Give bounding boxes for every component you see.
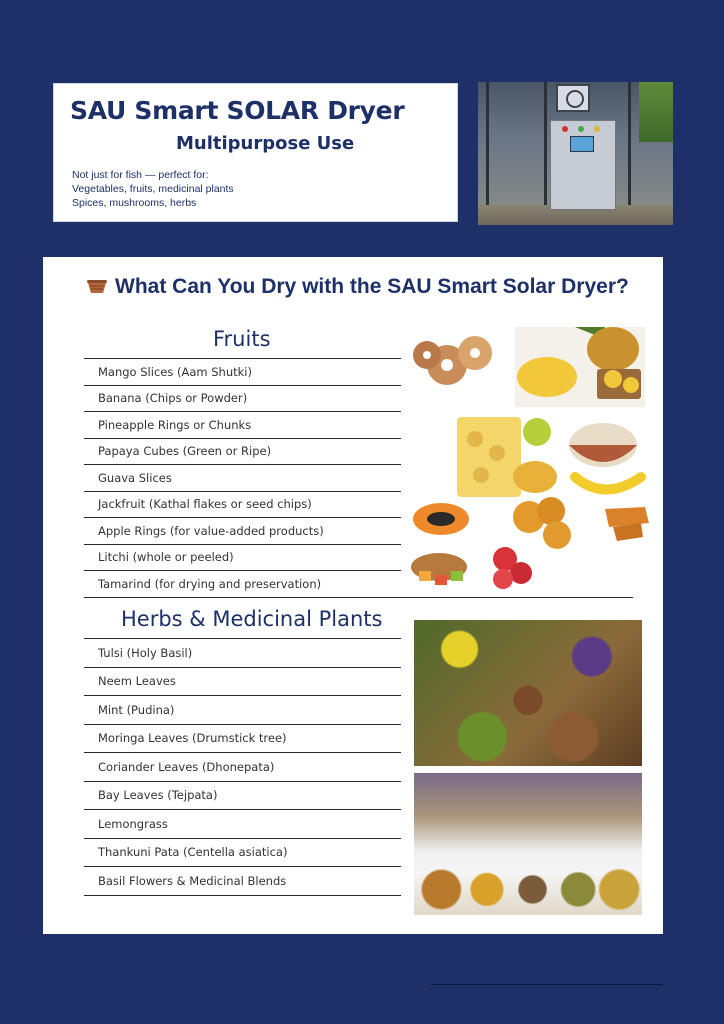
list-item: Mango Slices (Aam Shutki)	[84, 359, 401, 386]
exhaust-fan-icon	[556, 84, 590, 112]
medicinal-herbs-image	[414, 620, 642, 766]
list-item: Pineapple Rings or Chunks	[84, 412, 401, 439]
green-indicator-light	[578, 126, 584, 132]
trees	[639, 82, 673, 142]
yellow-indicator-light	[594, 126, 600, 132]
list-item: Tamarind (for drying and preservation)	[84, 571, 401, 598]
list-item: Guava Slices	[84, 465, 401, 492]
list-item: Neem Leaves	[84, 668, 401, 697]
list-item: Lemongrass	[84, 810, 401, 839]
red-indicator-light	[562, 126, 568, 132]
list-item: Bay Leaves (Tejpata)	[84, 782, 401, 811]
list-item: Litchi (whole or peeled)	[84, 545, 401, 572]
list-item: Apple Rings (for value-added products)	[84, 518, 401, 545]
list-item: Moringa Leaves (Drumstick tree)	[84, 725, 401, 754]
main-card	[43, 257, 663, 934]
list-item: Tulsi (Holy Basil)	[84, 639, 401, 668]
dryer-frame	[628, 82, 631, 225]
herbs-title: Herbs & Medicinal Plants	[121, 607, 383, 631]
page-title: SAU Smart SOLAR Dryer	[70, 96, 405, 125]
section-heading-text: What Can You Dry with the SAU Smart Solar Dryer?	[115, 275, 629, 298]
list-item: Basil Flowers & Medicinal Blends	[84, 867, 401, 896]
dried-fruits-images	[405, 327, 663, 597]
control-panel	[550, 120, 616, 210]
list-item: Jackfruit (Kathal flakes or seed chips)	[84, 492, 401, 519]
tagline	[72, 168, 234, 210]
divider	[401, 597, 633, 598]
tagline-line: Not just for fish — perfect for:	[72, 169, 209, 181]
dried-herbs-spices-image	[414, 773, 642, 915]
control-screen	[570, 136, 594, 152]
solar-dryer-photo	[478, 82, 673, 225]
list-item: Coriander Leaves (Dhonepata)	[84, 753, 401, 782]
fruits-list	[84, 358, 401, 598]
header-card	[53, 83, 458, 222]
section-heading	[87, 275, 629, 299]
list-item: Papaya Cubes (Green or Ripe)	[84, 439, 401, 466]
tagline-line: Vegetables, fruits, medicinal plants	[72, 183, 234, 195]
dryer-frame	[544, 82, 547, 225]
fruits-title: Fruits	[213, 327, 271, 351]
tagline-line: Spices, mushrooms, herbs	[72, 197, 197, 209]
basket-icon	[87, 276, 107, 290]
herbs-list	[84, 638, 401, 896]
footer-divider	[431, 984, 663, 985]
list-item: Mint (Pudina)	[84, 696, 401, 725]
list-item: Thankuni Pata (Centella asiatica)	[84, 839, 401, 868]
page-subtitle: Multipurpose Use	[176, 133, 355, 154]
dryer-frame	[486, 82, 489, 225]
list-item: Banana (Chips or Powder)	[84, 386, 401, 413]
